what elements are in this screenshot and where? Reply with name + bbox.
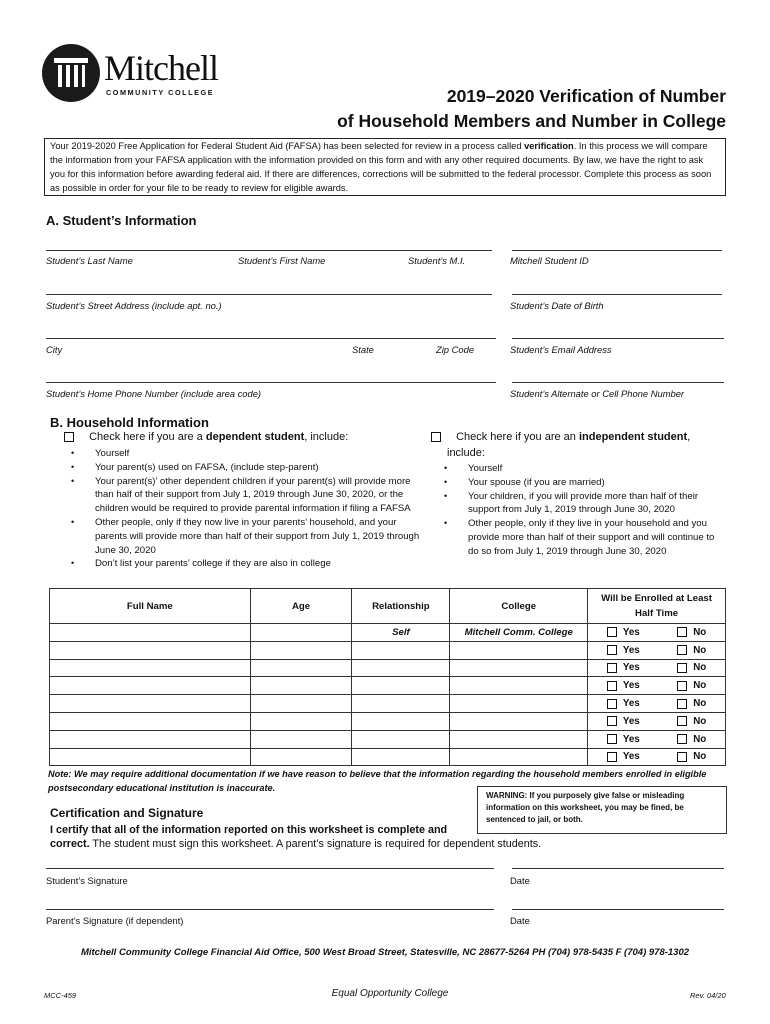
cell-age[interactable] bbox=[250, 641, 352, 659]
intro-text-1: Your 2019-2020 Free Application for Federal Student Aid (FAFSA) has been selected for review in a process called bbox=[50, 141, 525, 151]
cell-half-time bbox=[588, 677, 726, 695]
cell-half-time bbox=[588, 730, 726, 748]
yes-option[interactable] bbox=[607, 627, 640, 638]
form-title-line2: of Household Members and Number in College bbox=[337, 111, 726, 131]
cell-college: Mitchell Comm. College bbox=[450, 624, 588, 642]
household-table bbox=[49, 588, 726, 766]
student-signature-line[interactable] bbox=[46, 868, 494, 869]
no-checkbox[interactable] bbox=[677, 681, 687, 691]
cell-relationship[interactable] bbox=[352, 677, 450, 695]
no-checkbox[interactable] bbox=[677, 663, 687, 673]
table-row bbox=[50, 624, 726, 642]
independent-list bbox=[468, 462, 722, 559]
yes-label: Yes bbox=[622, 680, 640, 692]
yes-label: Yes bbox=[622, 662, 640, 674]
dependent-item: • Don’t list your parents’ college if they are also in college bbox=[95, 557, 425, 571]
label-email: Student’s Email Address bbox=[510, 344, 612, 355]
yes-checkbox[interactable] bbox=[607, 752, 617, 762]
no-option[interactable] bbox=[677, 698, 706, 709]
label-dob: Student’s Date of Birth bbox=[510, 300, 604, 311]
header-age: Age bbox=[250, 589, 352, 624]
logo-wordmark: Mitchell bbox=[104, 48, 218, 88]
yes-option[interactable] bbox=[607, 662, 640, 673]
no-option[interactable] bbox=[677, 645, 706, 656]
yes-checkbox[interactable] bbox=[607, 716, 617, 726]
college-logo-seal bbox=[42, 44, 100, 102]
cell-relationship[interactable] bbox=[352, 748, 450, 766]
yes-label: Yes bbox=[622, 733, 640, 745]
cell-full-name[interactable] bbox=[50, 748, 251, 766]
logo-subtitle: COMMUNITY COLLEGE bbox=[106, 88, 215, 97]
yes-option[interactable] bbox=[607, 716, 640, 727]
header-half-time: Will be Enrolled at Least Half Time bbox=[588, 589, 726, 624]
section-b-title: B. Household Information bbox=[50, 415, 209, 430]
header-college: College bbox=[450, 589, 588, 624]
no-label: No bbox=[693, 644, 707, 656]
independent-checkbox[interactable] bbox=[431, 432, 441, 442]
name-line[interactable] bbox=[46, 250, 492, 251]
no-option[interactable] bbox=[677, 680, 706, 691]
yes-label: Yes bbox=[622, 751, 640, 763]
table-row bbox=[50, 659, 726, 677]
label-first-name: Student’s First Name bbox=[238, 255, 326, 266]
parent-signature-line[interactable] bbox=[46, 909, 494, 910]
certification-line2 bbox=[50, 838, 541, 850]
dependent-pre: Check here if you are a bbox=[89, 431, 206, 443]
cell-full-name[interactable] bbox=[50, 695, 251, 713]
street-line[interactable] bbox=[46, 294, 492, 295]
warning-box: WARNING: If you purposely give false or misleading information on this worksheet, you may be fined, be sentenced to jail, or both. bbox=[477, 786, 727, 834]
cell-college[interactable] bbox=[450, 641, 588, 659]
city-line[interactable] bbox=[46, 338, 496, 339]
no-option[interactable] bbox=[677, 627, 706, 638]
student-id-line[interactable] bbox=[512, 250, 722, 251]
no-checkbox[interactable] bbox=[677, 645, 687, 655]
certification-line1: I certify that all of the information reported on this worksheet is complete and bbox=[50, 824, 448, 836]
table-row bbox=[50, 677, 726, 695]
no-checkbox[interactable] bbox=[677, 716, 687, 726]
label-parent-date: Date bbox=[510, 915, 530, 926]
yes-option[interactable] bbox=[607, 734, 640, 745]
cell-age[interactable] bbox=[250, 748, 352, 766]
cell-half-time bbox=[588, 712, 726, 730]
cell-college[interactable] bbox=[450, 712, 588, 730]
intro-box bbox=[44, 138, 726, 196]
yes-label: Yes bbox=[622, 698, 640, 710]
yes-label: Yes bbox=[622, 626, 640, 638]
independent-item: • Yourself bbox=[468, 462, 722, 476]
yes-label: Yes bbox=[622, 715, 640, 727]
header-full-name: Full Name bbox=[50, 589, 251, 624]
label-state: State bbox=[352, 344, 374, 355]
yes-checkbox[interactable] bbox=[607, 627, 617, 637]
no-checkbox[interactable] bbox=[677, 627, 687, 637]
cell-full-name[interactable] bbox=[50, 730, 251, 748]
cell-age[interactable] bbox=[250, 730, 352, 748]
section-a-title: A. Student’s Information bbox=[46, 213, 197, 228]
student-date-line[interactable] bbox=[512, 868, 724, 869]
no-checkbox[interactable] bbox=[677, 734, 687, 744]
yes-option[interactable] bbox=[607, 680, 640, 691]
cell-relationship[interactable] bbox=[352, 712, 450, 730]
cell-college[interactable] bbox=[450, 677, 588, 695]
dependent-item: • Your parent(s) used on FAFSA, (include step-parent) bbox=[95, 461, 425, 475]
no-label: No bbox=[693, 733, 707, 745]
cell-age[interactable] bbox=[250, 695, 352, 713]
yes-checkbox[interactable] bbox=[607, 663, 617, 673]
no-label: No bbox=[693, 751, 707, 763]
cell-half-time bbox=[588, 659, 726, 677]
label-mi: Student’s M.I. bbox=[408, 255, 466, 266]
dependent-option bbox=[64, 431, 348, 443]
home-phone-line[interactable] bbox=[46, 382, 496, 383]
cell-half-time bbox=[588, 624, 726, 642]
cell-full-name[interactable] bbox=[50, 641, 251, 659]
table-header-row bbox=[50, 589, 726, 624]
no-checkbox[interactable] bbox=[677, 752, 687, 762]
form-number: MCC-459 bbox=[44, 991, 77, 1000]
certification-rest: The student must sign this worksheet. A parent’s signature is required for dependent students. bbox=[89, 838, 542, 850]
independent-item: • Your children, if you will provide more than half of their support from July 1, 2019 through June 30, 2020 bbox=[468, 490, 722, 518]
independent-item: • Your spouse (if you are married) bbox=[468, 476, 722, 490]
parent-date-line[interactable] bbox=[512, 909, 724, 910]
cell-half-time bbox=[588, 641, 726, 659]
certification-correct: correct. bbox=[50, 838, 90, 850]
cell-college[interactable] bbox=[450, 730, 588, 748]
yes-option[interactable] bbox=[607, 751, 640, 762]
yes-checkbox[interactable] bbox=[607, 734, 617, 744]
yes-checkbox[interactable] bbox=[607, 645, 617, 655]
yes-option[interactable] bbox=[607, 645, 640, 656]
dependent-item: • Other people, only if they now live in your parents’ household, and your parents will provide more than half of their support from July 1, 2019 through June 30, 2020 bbox=[95, 516, 425, 557]
no-option[interactable] bbox=[677, 751, 706, 762]
cell-full-name[interactable] bbox=[50, 677, 251, 695]
no-option[interactable] bbox=[677, 662, 706, 673]
no-option[interactable] bbox=[677, 734, 706, 745]
cell-college[interactable] bbox=[450, 748, 588, 766]
no-label: No bbox=[693, 626, 707, 638]
revision-date: Rev. 04/20 bbox=[690, 991, 726, 1000]
equal-opportunity: Equal Opportunity College bbox=[331, 988, 449, 999]
cell-age[interactable] bbox=[250, 712, 352, 730]
cell-half-time bbox=[588, 695, 726, 713]
dependent-checkbox[interactable] bbox=[64, 432, 74, 442]
no-checkbox[interactable] bbox=[677, 699, 687, 709]
intro-text-2: . In this process we will compare the information from your FAFSA application with the information provided on this form and with any other required documents. By law, we have the right to ask you for this information before awarding federal aid. If there are differences, corrections will be submitted to the federal processor. Complete this process as soon as possible in order for your file to be ready to review for eligible awards. bbox=[50, 141, 712, 193]
label-home-phone: Student’s Home Phone Number (include area code) bbox=[46, 388, 262, 399]
cell-relationship[interactable] bbox=[352, 695, 450, 713]
label-last-name: Student’s Last Name bbox=[46, 255, 133, 266]
label-parent-signature: Parent’s Signature (if dependent) bbox=[46, 915, 184, 926]
table-row bbox=[50, 730, 726, 748]
cell-full-name[interactable] bbox=[50, 624, 251, 642]
no-label: No bbox=[693, 698, 707, 710]
no-option[interactable] bbox=[677, 716, 706, 727]
table-row bbox=[50, 748, 726, 766]
note-text: Note: We may require additional documentation if we have reason to believe that the information regarding the household members enrolled in eligible postsecondary educational institution is inaccurate. bbox=[48, 769, 707, 793]
cell-age[interactable] bbox=[250, 677, 352, 695]
cell-relationship[interactable] bbox=[352, 641, 450, 659]
cell-relationship[interactable] bbox=[352, 659, 450, 677]
dependent-list bbox=[95, 447, 425, 571]
cell-relationship[interactable] bbox=[352, 730, 450, 748]
cell-full-name[interactable] bbox=[50, 712, 251, 730]
yes-checkbox[interactable] bbox=[607, 699, 617, 709]
dependent-bold: dependent student bbox=[205, 431, 305, 443]
no-label: No bbox=[693, 715, 707, 727]
independent-pre: Check here if you are an bbox=[456, 431, 579, 443]
cell-college[interactable] bbox=[450, 659, 588, 677]
yes-checkbox[interactable] bbox=[607, 681, 617, 691]
label-student-id: Mitchell Student ID bbox=[510, 255, 589, 266]
cell-full-name[interactable] bbox=[50, 659, 251, 677]
independent-include: include: bbox=[447, 447, 485, 459]
independent-option bbox=[431, 431, 690, 443]
cell-half-time bbox=[588, 748, 726, 766]
label-street: Student’s Street Address (include apt. no.) bbox=[46, 300, 222, 311]
cell-age[interactable] bbox=[250, 659, 352, 677]
no-label: No bbox=[693, 662, 707, 674]
label-zip: Zip Code bbox=[436, 344, 475, 355]
dependent-item: • Your parent(s)’ other dependent children if your parent(s) will provide more than half of their support from July 1, 2019 through June 30, 2020, or the children would be required to provide parental information if filing a FAFSA bbox=[95, 475, 425, 516]
form-title-line1: 2019–2020 Verification of Number bbox=[446, 86, 726, 106]
independent-item: • Other people, only if they live in your household and you provide more than half of their support and will continue to do so from July 1, 2019 through June 30, 2020 bbox=[468, 517, 722, 558]
independent-bold: independent student bbox=[578, 431, 688, 443]
table-row bbox=[50, 641, 726, 659]
footer-address: Mitchell Community College Financial Aid Office, 500 West Broad Street, Statesville, NC 28677-5264 PH (704) 978-5435 F (704) 978-1302 bbox=[80, 947, 690, 958]
dependent-post: , include: bbox=[304, 431, 349, 443]
yes-label: Yes bbox=[622, 644, 640, 656]
alt-phone-line[interactable] bbox=[512, 382, 724, 383]
header-relationship: Relationship bbox=[352, 589, 450, 624]
dob-line[interactable] bbox=[512, 294, 722, 295]
table-row bbox=[50, 712, 726, 730]
yes-option[interactable] bbox=[607, 698, 640, 709]
cell-college[interactable] bbox=[450, 695, 588, 713]
independent-post: , bbox=[687, 431, 691, 443]
label-student-date: Date bbox=[510, 875, 530, 886]
email-line[interactable] bbox=[512, 338, 724, 339]
intro-bold: verification bbox=[524, 141, 574, 151]
label-city: City bbox=[46, 344, 63, 355]
cell-age[interactable] bbox=[250, 624, 352, 642]
label-alt-phone: Student’s Alternate or Cell Phone Number bbox=[510, 388, 685, 399]
certification-title: Certification and Signature bbox=[50, 806, 204, 820]
table-row bbox=[50, 695, 726, 713]
no-label: No bbox=[693, 680, 707, 692]
dependent-item: • Yourself bbox=[95, 447, 425, 461]
label-student-signature: Student’s Signature bbox=[46, 875, 128, 886]
cell-relationship: Self bbox=[352, 624, 450, 642]
